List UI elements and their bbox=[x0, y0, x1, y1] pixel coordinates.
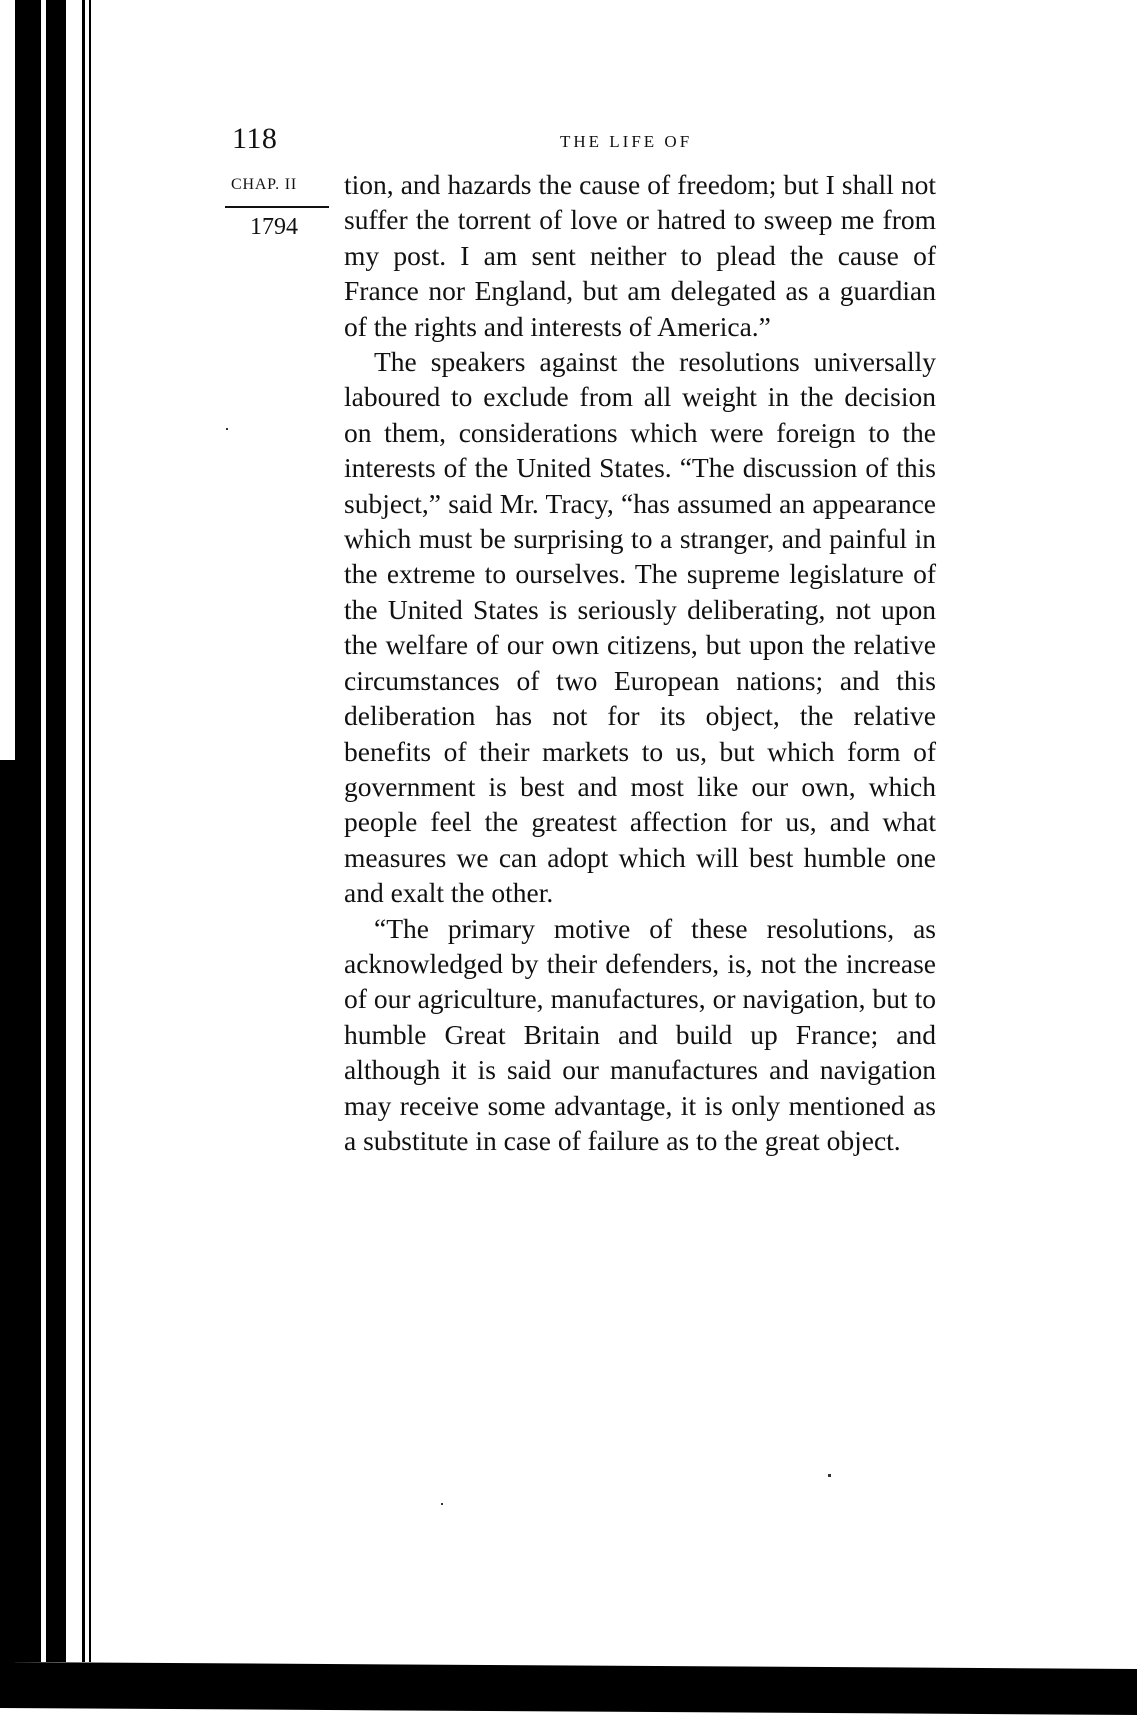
paragraph-1: tion, and hazards the cause of freedom; but I shall not suffer the torrent of love or hatred to sweep me from my post. I am sent neither to plead the cause of France nor England, but am delegated as a guardian of the rights and interests of America.” bbox=[344, 169, 936, 342]
scan-speck bbox=[828, 1474, 831, 1477]
scan-binding-shadow bbox=[15, 0, 41, 1662]
paragraph-3: “The primary motive of these resolutions, as acknowledged by their defenders, is, not the increase of our agriculture, manufactures, or navigation, but to humble Great Britain and build up France; and although it is said our manufactures and navigation may receive some advantage, it is only mentioned as a substitute in case of failure as to the great object. bbox=[344, 912, 936, 1156]
margin-divider bbox=[225, 206, 329, 208]
scan-binding-shadow bbox=[46, 0, 66, 1662]
running-head: THE LIFE OF bbox=[560, 132, 693, 151]
scan-binding-line bbox=[82, 0, 85, 1662]
scan-binding-shadow bbox=[0, 760, 15, 1670]
scan-speck bbox=[226, 428, 228, 430]
scan-bottom-edge bbox=[0, 1662, 1137, 1715]
body-text bbox=[344, 167, 936, 1158]
scan-binding-line bbox=[89, 0, 91, 1662]
scan-speck bbox=[441, 1503, 443, 1505]
margin-year: 1794 bbox=[250, 214, 298, 240]
paragraph-2: The speakers against the resolutions universally laboured to exclude from all weight in the decision on them, considerations which were foreign to the interests of the United States. “The discussion of this subject,” said Mr. Tracy, “has assumed an appearance which must be surprising to a stranger, and painful in the extreme to ourselves. The supreme legislature of the United States is seriously deliberating, not upon the welfare of our own citizens, but upon the relative circumstances of two European nations; and this deliberation has not for its object, the relative benefits of their markets to us, but which form of government is best and most like our own, which people feel the greatest affection for us, and what measures we can adopt which will best humble one and exalt the other. bbox=[344, 346, 936, 909]
margin-chapter-label: CHAP. II bbox=[231, 176, 297, 193]
page-number: 118 bbox=[232, 122, 278, 155]
